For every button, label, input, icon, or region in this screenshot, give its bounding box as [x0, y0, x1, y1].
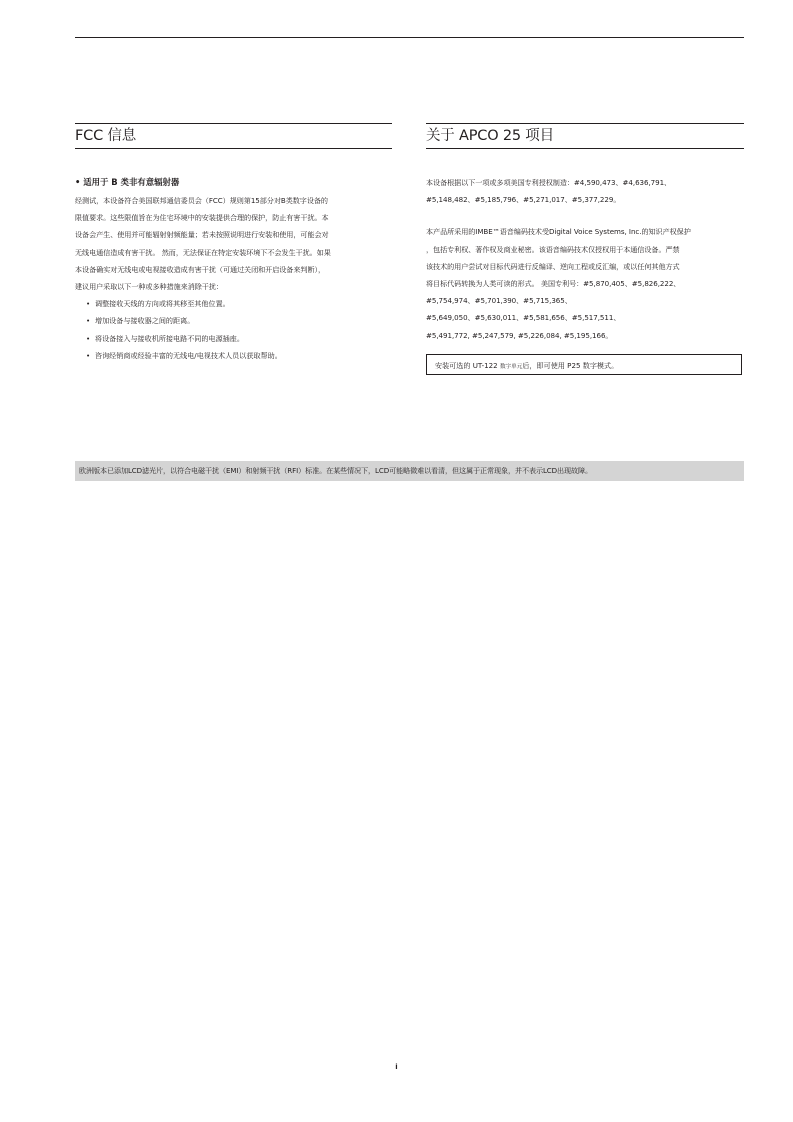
bullet-text: 调整接收天线的方向或将其移至其他位置。	[95, 299, 230, 309]
note-text: 安装可选的 UT-122	[435, 360, 500, 370]
apco-line: #5,148,482、#5,185,796、#5,271,017、#5,377,229。	[426, 195, 621, 205]
bullet-icon: •	[86, 299, 91, 309]
apco-patent-paragraph	[426, 174, 744, 208]
fcc-title: FCC 信息	[75, 128, 136, 144]
fcc-subheading: • 适用于 B 类非有意辐射器	[75, 177, 180, 187]
fcc-body-line: 无线电通信造成有害干扰。 然而，无法保证在特定安装环境下不会发生干扰。如果	[75, 247, 331, 257]
fcc-section	[75, 123, 392, 364]
bullet-icon: •	[86, 333, 91, 343]
bullet-icon: •	[86, 350, 91, 360]
apco-line: 本产品所采用的IMBE™语音编码技术受Digital Voice Systems, Inc.的知识产权保护	[426, 227, 691, 237]
list-item	[75, 295, 392, 312]
top-rule	[75, 37, 744, 38]
note-small-text: 数字单元	[499, 363, 523, 370]
apco-line: #5,649,050、#5,630,011、#5,581,656、#5,517,511、	[426, 313, 621, 323]
list-item	[75, 330, 392, 347]
fcc-bullet-list	[75, 295, 392, 364]
apco-line: 该技术的用户尝试对目标代码进行反编译、逆向工程或反汇编，或以任何其他方式	[426, 261, 680, 271]
list-item	[75, 347, 392, 364]
fcc-body-line: 本设备确实对无线电或电视接收造成有害干扰（可通过关闭和开启设备来判断），	[75, 264, 326, 274]
fcc-header	[75, 123, 392, 149]
note-text-end: 后，即可使用 P25 数字模式。	[522, 360, 619, 370]
bullet-text: 将设备接入与接收机所接电路不同的电源插座。	[95, 333, 244, 343]
apco-line: #5,754,974、#5,701,390、#5,715,365、	[426, 296, 572, 306]
fcc-body-line: 建议用户采取以下一种或多种措施来消除干扰：	[75, 282, 223, 292]
apco-line: 本设备根据以下一项或多项美国专利授权制造：#4,590,473、#4,636,791、	[426, 178, 672, 187]
eu-lcd-note: 欧洲版本已添加LCD滤光片，以符合电磁干扰（EMI）和射频干扰（RFI）标准。在某些情况下，LCD可能略微难以看清，但这属于正常现象，并不表示LCD出现故障。	[75, 461, 744, 481]
apco-section	[426, 123, 744, 375]
apco-title: 关于 APCO 25 项目	[426, 128, 554, 144]
apco-header	[426, 123, 744, 149]
apco-line: 将目标代码转换为人类可读的形式。 美国专利号：#5,870,405、#5,826,222、	[426, 279, 681, 289]
p25-note-box	[426, 354, 742, 375]
bullet-text: 咨询经销商或经验丰富的无线电/电视技术人员以获取帮助。	[95, 350, 282, 360]
fcc-body-line: 经测试，本设备符合美国联邦通信委员会（FCC）规则第15部分对B类数字设备的	[75, 196, 328, 205]
list-item	[75, 312, 392, 329]
fcc-body-line: 限值要求。这些限值旨在为住宅环境中的安装提供合理的保护，防止有害干扰。本	[75, 213, 329, 223]
fcc-body	[75, 192, 392, 295]
page-number: i	[395, 1063, 398, 1071]
bullet-text: 增加设备与接收器之间的距离。	[95, 316, 195, 326]
apco-line: ，包括专利权、著作权及商业秘密。该语音编码技术仅授权用于本通信设备。严禁	[426, 244, 680, 254]
bullet-icon: •	[86, 316, 91, 326]
apco-imbe-paragraph	[426, 223, 744, 343]
apco-line: #5,491,772, #5,247,579, #5,226,084, #5,195,166。	[426, 330, 613, 340]
fcc-body-line: 设备会产生、使用并可能辐射射频能量；若未按照说明进行安装和使用，可能会对	[75, 230, 329, 240]
